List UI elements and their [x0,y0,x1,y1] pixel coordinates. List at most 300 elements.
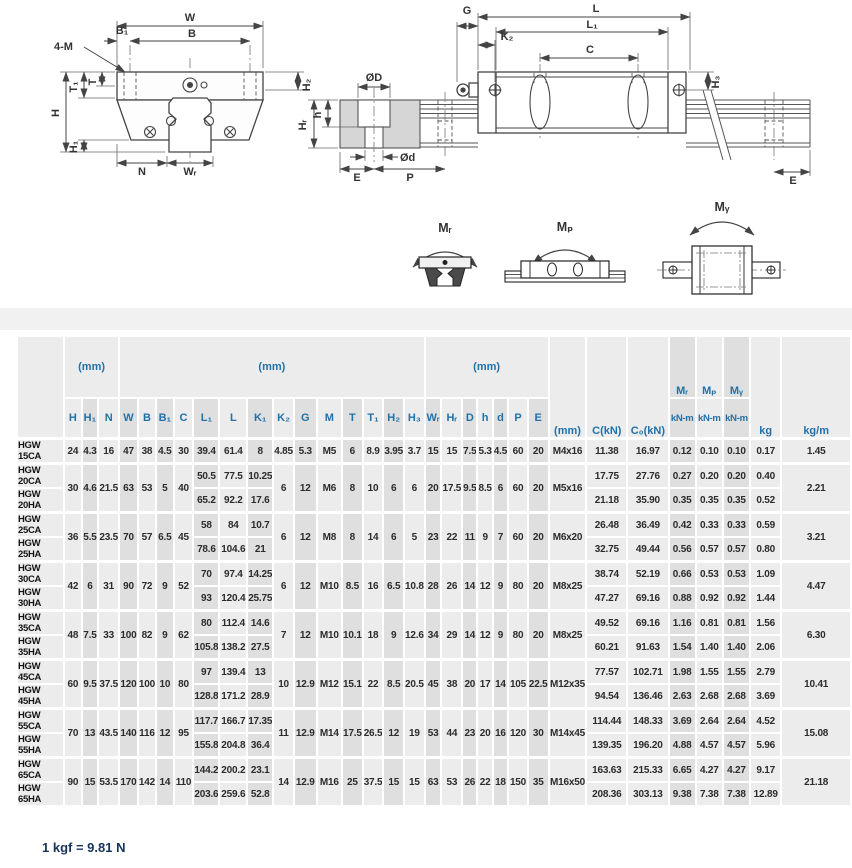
spec-cell: 30 [529,707,550,756]
spec-cell: 0.33 [724,511,751,536]
spec-cell: 5.96 [751,732,782,756]
spec-cell: 8 [248,437,274,462]
spec-cell: 52.8 [248,781,274,805]
dim-label-l1: L₁ [586,19,598,31]
spec-cell: 7 [494,511,509,560]
spec-cell: 9.5 [83,658,100,707]
spec-cell: 5.3 [478,437,493,462]
column-header: B₁ [157,397,175,437]
spec-cell: 20 [529,462,550,511]
specification-table [18,337,852,805]
column-header: D [463,397,478,437]
dim-label-g: G [462,5,472,17]
spec-cell: 5.3 [295,437,318,462]
spec-cell: 33 [99,609,120,658]
column-header: H₂ [384,397,405,437]
spec-cell: 26 [442,560,463,609]
spec-cell: 27.76 [628,462,669,487]
dim-label-k2: K₂ [500,31,514,43]
spec-cell: 47.27 [587,585,628,609]
spec-cell: 23.1 [248,756,274,781]
spec-cell: 30 [175,437,195,462]
spec-cell: 2.06 [751,634,782,658]
spec-cell: 16 [99,437,120,462]
dim-label-hr: Hᵣ [297,119,309,131]
spec-cell: 0.57 [724,536,751,560]
spec-cell: 92.2 [220,487,248,511]
spec-cell: 14.25 [248,560,274,585]
spec-cell: 26 [463,756,478,805]
dim-label-h1: H₁ [68,140,80,154]
spec-cell: 38 [139,437,157,462]
row-model-label: HGW 20CA [18,462,65,487]
spec-cell: 63 [426,756,443,805]
spec-cell: 7.38 [697,781,724,805]
spec-cell: 215.33 [628,756,669,781]
spec-cell: 80 [175,658,195,707]
row-model-label: HGW 65CA [18,756,65,781]
spec-cell: M10 [318,609,343,658]
spec-cell: 0.81 [697,609,724,634]
spec-cell: 25 [343,756,364,805]
spec-cell: 0.42 [670,511,697,536]
spec-cell: 61.4 [220,437,248,462]
dim-label-b: B [188,28,196,40]
spec-cell: 60 [509,437,529,462]
spec-cell: 6 [494,462,509,511]
column-header: L [220,397,248,437]
spec-cell: 3.7 [405,437,426,462]
row-model-label: HGW 20HA [18,487,65,511]
spec-cell: 15 [442,437,463,462]
spec-cell: 10.41 [782,658,852,707]
spec-cell: 140 [120,707,139,756]
spec-cell: 102.71 [628,658,669,683]
spec-cell: 32.75 [587,536,628,560]
column-header: Hᵣ [442,397,463,437]
spec-cell: 8.9 [364,437,385,462]
spec-cell: 57 [139,511,157,560]
spec-cell: 20 [478,707,493,756]
spec-cell: 69.16 [628,585,669,609]
spec-cell: M6x20 [550,511,588,560]
spec-cell: 27.5 [248,634,274,658]
spec-cell: 112.4 [220,609,248,634]
spec-cell: 21 [248,536,274,560]
spec-cell: 4.57 [697,732,724,756]
spec-cell: 0.12 [670,437,697,462]
dim-label-t1: T₁ [68,81,80,93]
spec-cell: 4.47 [782,560,852,609]
spec-cell: 2.79 [751,658,782,683]
table-row [18,560,852,585]
spec-cell: 0.53 [697,560,724,585]
dim-label-h3: H₃ [710,75,722,89]
table-row [18,511,852,536]
row-model-label: HGW 35CA [18,609,65,634]
group-header-assembly-mm: (mm) [65,337,120,397]
spec-cell: 12 [295,609,318,658]
spec-cell: 4.52 [751,707,782,732]
spec-cell: 17 [478,658,493,707]
spec-cell: M12x35 [550,658,588,707]
spec-cell: 97.4 [220,560,248,585]
spec-cell: 40 [175,462,195,511]
spec-cell: 80 [509,609,529,658]
spec-cell: 148.33 [628,707,669,732]
spec-cell: M5x16 [550,462,588,511]
spec-cell: 25.75 [248,585,274,609]
column-header: B [139,397,157,437]
row-model-label: HGW 55CA [18,707,65,732]
spec-cell: 1.40 [697,634,724,658]
moment-mr-label: Mᵣ [438,221,452,235]
spec-cell: 29 [442,609,463,658]
spec-cell: 7 [274,609,295,658]
spec-cell: 13 [248,658,274,683]
dim-label-od-small: Ød [400,152,416,164]
spec-cell: 22 [478,756,493,805]
spec-cell: 31 [99,560,120,609]
spec-cell: 120.4 [220,585,248,609]
spec-cell: 53 [442,756,463,805]
spec-cell: M14x45 [550,707,588,756]
spec-cell: 2.21 [782,462,852,511]
spec-cell: 53 [139,462,157,511]
spec-cell: 94.54 [587,683,628,707]
spec-cell: 1.55 [724,658,751,683]
spec-cell: 14 [157,756,175,805]
spec-cell: 204.8 [220,732,248,756]
column-header: W [120,397,139,437]
spec-cell: 3.69 [751,683,782,707]
spec-cell: 53.5 [99,756,120,805]
spec-cell: 15 [405,756,426,805]
spec-cell: 6 [274,511,295,560]
spec-cell: 0.35 [697,487,724,511]
moment-my-label: Mᵧ [714,200,730,214]
row-model-label: HGW 45HA [18,683,65,707]
spec-cell: 9 [494,560,509,609]
row-model-label: HGW 65HA [18,781,65,805]
spec-cell: 10 [274,658,295,707]
spec-cell: 0.35 [724,487,751,511]
spec-cell: 84 [220,511,248,536]
spec-cell: 49.52 [587,609,628,634]
spec-cell: 4.6 [83,462,100,511]
spec-cell: M10 [318,560,343,609]
table-row [18,756,852,781]
spec-cell: 0.92 [724,585,751,609]
spec-cell: 10 [157,658,175,707]
spec-cell: 120 [509,707,529,756]
spec-cell: 2.68 [724,683,751,707]
spec-cell: 8 [343,511,364,560]
spec-cell: 5.5 [83,511,100,560]
spec-cell: M8x25 [550,560,588,609]
spec-cell: 15 [426,437,443,462]
spec-cell: 80 [509,560,529,609]
spec-cell: 8.5 [343,560,364,609]
spec-cell: 5 [157,462,175,511]
spec-cell: 52.19 [628,560,669,585]
spec-cell: 18 [364,609,385,658]
spec-cell: 65.2 [194,487,220,511]
spec-cell: 72 [139,560,157,609]
spec-cell: 22 [442,511,463,560]
spec-cell: 10.8 [405,560,426,609]
dim-label-wr: Wᵣ [183,166,197,178]
spec-cell: 6.65 [670,756,697,781]
spec-cell: 15 [384,756,405,805]
spec-cell: 20 [463,658,478,707]
spec-cell: 17.5 [343,707,364,756]
spec-cell: 163.63 [587,756,628,781]
spec-cell: 14 [463,609,478,658]
spec-cell: 142 [139,756,157,805]
dim-label-w: W [184,12,196,24]
spec-cell: 0.80 [751,536,782,560]
spec-cell: 1.16 [670,609,697,634]
spec-cell: M5 [318,437,343,462]
spec-cell: 0.20 [697,462,724,487]
column-header: H₃ [405,397,426,437]
moment-mp-diagram [505,220,625,282]
group-header-rail-mm: (mm) [426,337,550,397]
group-header-block-mm: (mm) [120,337,426,397]
spec-cell: 22 [364,658,385,707]
spec-cell: 5 [405,511,426,560]
spec-cell: M8 [318,511,343,560]
spec-cell: 10 [364,462,385,511]
spec-cell: 12.6 [405,609,426,658]
spec-cell: 4.3 [83,437,100,462]
spec-cell: 77.57 [587,658,628,683]
spec-cell: 35 [529,756,550,805]
moment-mr-diagram [413,221,477,286]
spec-cell: 17.5 [442,462,463,511]
spec-cell: 23 [463,707,478,756]
column-header: Wᵣ [426,397,443,437]
spec-cell: 0.57 [697,536,724,560]
spec-cell: 39.4 [194,437,220,462]
spec-cell: 6.30 [782,609,852,658]
spec-cell: 128.8 [194,683,220,707]
spec-cell: 90 [65,756,82,805]
spec-cell: 0.10 [697,437,724,462]
spec-cell: 13 [83,707,100,756]
spec-cell: 10.25 [248,462,274,487]
dim-label-l: L [592,3,600,15]
rail-weight-header: kg/m [782,337,852,437]
spec-cell: 0.59 [751,511,782,536]
column-header: N [99,397,120,437]
spec-cell: 4.57 [724,732,751,756]
spec-cell: 77.5 [220,462,248,487]
spec-cell: 30 [65,462,82,511]
spec-cell: 6 [83,560,100,609]
unit-conversion-footnote: 1 kgf = 9.81 N [42,840,126,855]
spec-cell: 0.33 [697,511,724,536]
spec-cell: 11 [463,511,478,560]
spec-cell: 44 [442,707,463,756]
dim-label-h-small: h [312,111,324,119]
spec-cell: 60 [509,511,529,560]
spec-cell: 36 [65,511,82,560]
spec-cell: M16x50 [550,756,588,805]
spec-cell: 170 [120,756,139,805]
spec-cell: 4.5 [157,437,175,462]
spec-cell: 12.9 [295,707,318,756]
header-letters-row [18,397,852,437]
spec-cell: 150 [509,756,529,805]
moment-mp-header: Mₚ [697,337,724,397]
technical-drawings [0,0,852,332]
moment-mr-header: Mᵣ [670,337,697,397]
spec-cell: 43.5 [99,707,120,756]
spec-cell: 136.46 [628,683,669,707]
spec-cell: 70 [120,511,139,560]
rail-section-diagram [297,72,445,184]
spec-cell: 17.35 [248,707,274,732]
spec-cell: 20 [529,609,550,658]
moment-my-diagram [657,200,786,294]
spec-cell: 0.88 [670,585,697,609]
spec-cell: 1.09 [751,560,782,585]
spec-cell: 17.6 [248,487,274,511]
column-header: T₁ [364,397,385,437]
spec-cell: 171.2 [220,683,248,707]
spec-cell: 1.45 [782,437,852,462]
spec-cell: 12 [295,560,318,609]
spec-cell: 7.38 [724,781,751,805]
spec-cell: 0.56 [670,536,697,560]
spec-cell: 9 [494,609,509,658]
spec-cell: 196.20 [628,732,669,756]
spec-cell: 48 [65,609,82,658]
spec-cell: 200.2 [220,756,248,781]
spec-cell: 45 [175,511,195,560]
spec-cell: M8x25 [550,609,588,658]
spec-cell: 38.74 [587,560,628,585]
spec-cell: 11.38 [587,437,628,462]
spec-cell: 21.18 [782,756,852,805]
spec-cell: 4.85 [274,437,295,462]
spec-cell: 52 [175,560,195,609]
spec-cell: 0.81 [724,609,751,634]
spec-cell: 18 [494,756,509,805]
spec-cell: 117.7 [194,707,220,732]
row-model-label: HGW 30CA [18,560,65,585]
side-view-diagram [420,3,810,187]
row-model-label: HGW 45CA [18,658,65,683]
row-model-label: HGW 25CA [18,511,65,536]
spec-cell: 4.27 [697,756,724,781]
spec-cell: 22.5 [529,658,550,707]
spec-cell: 0.66 [670,560,697,585]
spec-cell: 0.35 [670,487,697,511]
column-header: E [529,397,550,437]
column-header: K₂ [274,397,295,437]
row-model-label: HGW 25HA [18,536,65,560]
spec-cell: 70 [65,707,82,756]
moment-mp-label: Mₚ [556,220,574,234]
dynamic-load-header: C(kN) [587,337,628,437]
dim-label-p: P [406,172,414,184]
spec-cell: 14.6 [248,609,274,634]
column-header: H [65,397,82,437]
spec-cell: 93 [194,585,220,609]
spec-cell: 12 [157,707,175,756]
spec-cell: M6 [318,462,343,511]
spec-cell: 38 [442,658,463,707]
spec-cell: 20 [426,462,443,511]
spec-cell: 9 [384,609,405,658]
table-row [18,437,852,462]
spec-cell: 114.44 [587,707,628,732]
spec-cell: 78.6 [194,536,220,560]
spec-cell: 53 [426,707,443,756]
spec-cell: 100 [120,609,139,658]
spec-cell: 15.08 [782,707,852,756]
spec-cell: 6 [384,511,405,560]
spec-cell: M12 [318,658,343,707]
spec-cell: M16 [318,756,343,805]
spec-cell: 16.97 [628,437,669,462]
column-header: G [295,397,318,437]
spec-cell: 69.16 [628,609,669,634]
spec-cell: 16 [364,560,385,609]
spec-cell: 70 [194,560,220,585]
spec-cell: 19 [405,707,426,756]
spec-cell: 4.27 [724,756,751,781]
spec-cell: 9.5 [463,462,478,511]
spec-cell: 58 [194,511,220,536]
dim-label-t: T [87,78,99,86]
spec-cell: 0.27 [670,462,697,487]
spec-cell: 15.1 [343,658,364,707]
spec-cell: 0.40 [751,462,782,487]
spec-cell: 2.63 [670,683,697,707]
spec-cell: 97 [194,658,220,683]
spec-cell: 20 [529,560,550,609]
spec-cell: 6.5 [157,511,175,560]
spec-cell: 63 [120,462,139,511]
spec-cell: 90 [120,560,139,609]
spec-cell: 9 [157,560,175,609]
spec-cell: 6.5 [384,560,405,609]
spec-cell: 1.54 [670,634,697,658]
spec-cell: 8 [343,462,364,511]
spec-cell: 23.5 [99,511,120,560]
row-model-label: HGW 30HA [18,585,65,609]
dim-label-n: N [138,166,146,178]
spec-cell: 62 [175,609,195,658]
row-model-label: HGW 55HA [18,732,65,756]
spec-cell: 155.8 [194,732,220,756]
spec-cell: 37.5 [99,658,120,707]
spec-cell: 35.90 [628,487,669,511]
column-header: K₁ [248,397,274,437]
spec-cell: 3.21 [782,511,852,560]
spec-cell: 2.64 [724,707,751,732]
dim-label-h2: H₂ [301,78,313,92]
spec-cell: 4.88 [670,732,697,756]
spec-cell: 303.13 [628,781,669,805]
spec-cell: 0.10 [724,437,751,462]
spec-cell: 0.53 [724,560,751,585]
spec-cell: 42 [65,560,82,609]
